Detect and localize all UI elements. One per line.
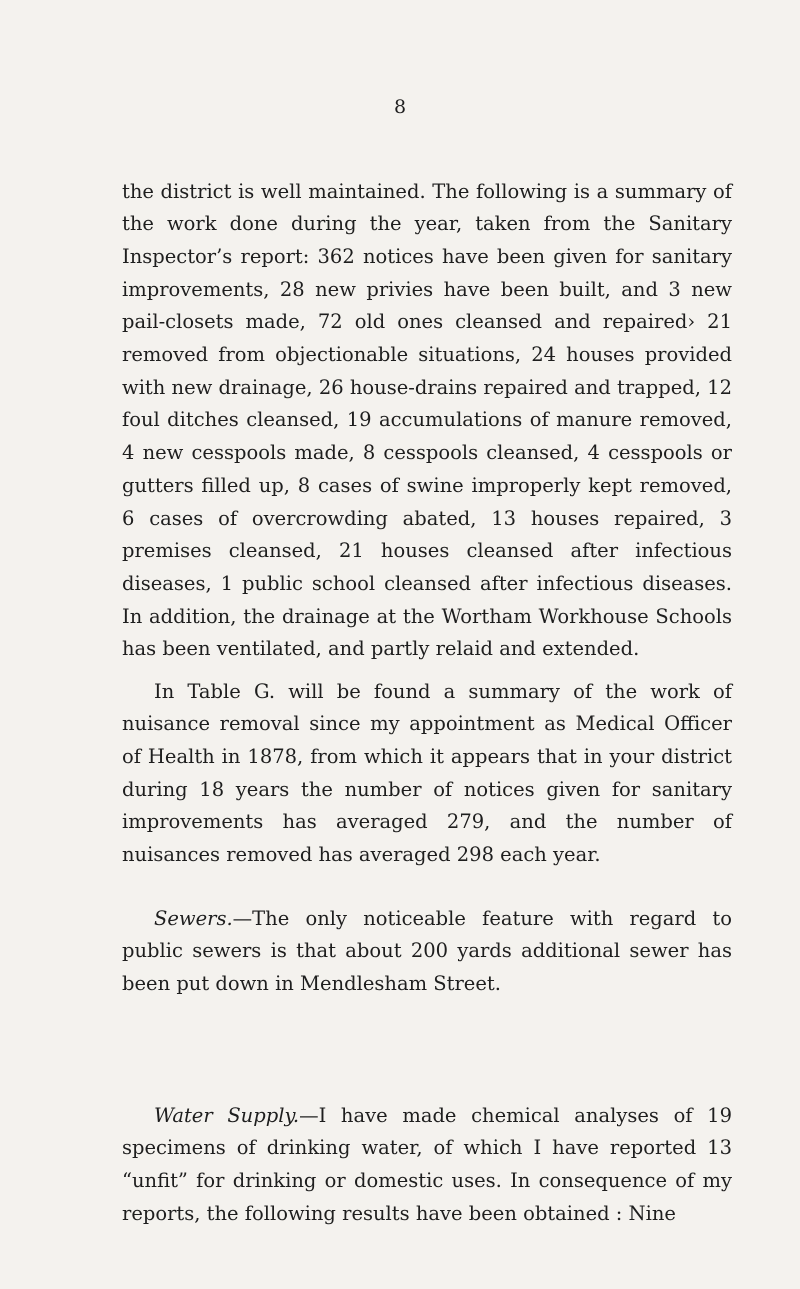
sewers-heading: Sewers.	[154, 906, 233, 930]
paragraph-work-summary	[122, 176, 732, 667]
paragraph-table-g-summary	[122, 676, 732, 872]
paragraph-table-g-text: In Table G. will be found a summary of the work of nuisance removal since my appointment as Medical Officer of Health in 1878, from which it appears that in your district during 18 years the number of notices given for sanitary improvements has averaged 279, and the number of nuisances removed has averaged 298 each year.	[122, 679, 732, 867]
sewers-text: —The only noticeable feature with regard to public sewers is that about 200 yards additional sewer has been put down in Mendlesham Street.	[122, 906, 732, 995]
paragraph-work-summary-text: the district is well maintained. The following is a summary of the work done during the year, taken from the Sanitary Inspector’s report: 362 notices have been given for sanitary improvements, 28 new privies have been built, and 3 new pail-closets made, 72 old ones cleansed and repaired› 21 removed from objectionable situations, 24 houses provided with new drainage, 26 house-drains repaired and trapped, 12 foul ditches cleansed, 19 accumulations of manure removed, 4 new cesspools made, 8 cesspools cleansed, 4 cesspools or gutters filled up, 8 cases of swine improperly kept removed, 6 cases of overcrowding abated, 13 houses repaired, 3 premises cleansed, 21 houses cleansed after infectious diseases, 1 public school cleansed after infectious diseases. In addition, the drainage at the Wortham Workhouse Schools has been ventilated, and partly relaid and extended.	[122, 179, 732, 661]
water-supply-text: —I have made chemical analyses of 19 specimens of drinking water, of which I have reported 13 “unfit” for drinking or domestic uses. In consequence of my reports, the following results have been obtained : Nine	[122, 1103, 732, 1225]
water-supply-heading: Water Supply.	[154, 1103, 300, 1127]
paragraph-water-supply	[122, 1100, 732, 1231]
paragraph-sewers	[122, 903, 732, 1001]
page-number: 8	[393, 96, 407, 118]
